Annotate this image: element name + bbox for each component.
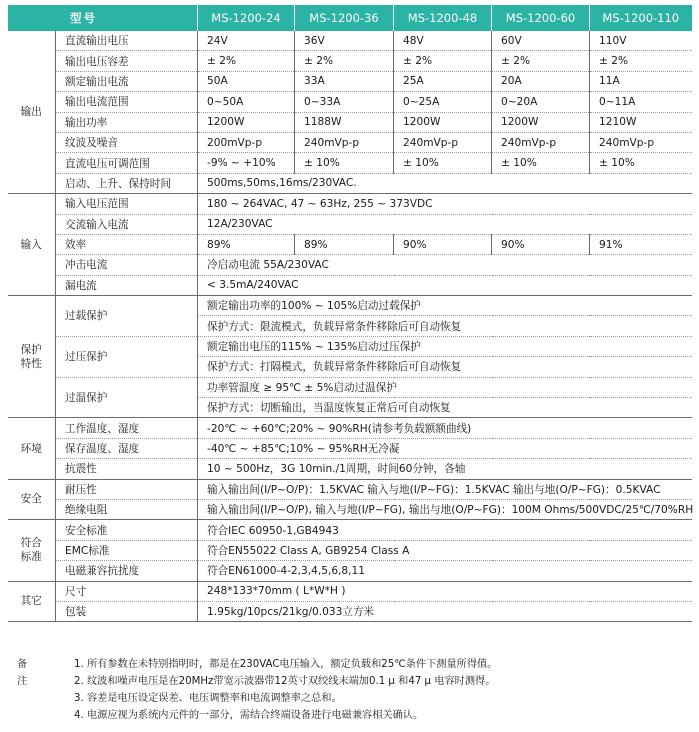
cell-wide: 输入输出间(I/P~O/P), 输入与地(I/P~FG), 输出与地(O/P~FG)：100M Ohms/500VDC/25℃/70%RH <box>198 499 692 519</box>
table-row <box>8 540 692 560</box>
cell: 50A <box>198 71 295 91</box>
cell: 90% <box>394 234 492 254</box>
notes-label: 备注 <box>17 659 28 687</box>
cell: 25A <box>394 71 492 91</box>
row-label: 输出电流范围 <box>56 92 198 112</box>
row-label: 直流电压可调范围 <box>56 153 198 173</box>
header-model-1: MS-1200-24 <box>198 5 295 31</box>
row-label: 绝缘电阻 <box>56 499 198 519</box>
table-row <box>8 479 692 499</box>
row-label: 保存温度、湿度 <box>56 438 198 458</box>
cell: -9% ~ +10% <box>198 153 295 173</box>
table-row <box>8 561 692 581</box>
cell: 48V <box>394 31 492 51</box>
group-line: 标准 <box>20 551 42 564</box>
row-label: 输出电压容差 <box>56 51 198 71</box>
header-row <box>8 5 692 31</box>
cell-wide: 248*133*70mm ( L*W*H ) <box>198 581 692 601</box>
cell-wide: 保护方式：限流模式，负载异常条件移除后可自动恢复 <box>198 316 692 336</box>
note-item: 4. 电源应视为系统内元件的一部分，需结合终端设备进行电磁兼容相关确认。 <box>74 710 424 721</box>
row-label: 尺寸 <box>56 581 198 601</box>
row-label: 安全标准 <box>56 520 198 540</box>
cell-wide: 保护方式：切断输出，当温度恢复正常后可自动恢复 <box>198 398 692 418</box>
cell-wide: 1.95kg/10pcs/21kg/0.033立方米 <box>198 601 692 621</box>
row-label: 额定输出电流 <box>56 71 198 91</box>
table-row <box>8 194 692 214</box>
row-label: 冲击电流 <box>56 255 198 275</box>
cell-wide: -20℃ ~ +60℃;20% ~ 90%RH(请参考负载额额曲线) <box>198 418 692 438</box>
table-row <box>8 459 692 479</box>
group-label-safety: 安全 <box>8 479 56 520</box>
cell: 110V <box>590 31 692 51</box>
row-label: 抗震性 <box>56 459 198 479</box>
group-line: 保护 <box>20 343 42 356</box>
group-line: 特性 <box>20 357 42 370</box>
note-item: 1. 所有参数在未特别指明时，都是在230VAC电压输入，额定负载和25℃条件下测量所得值。 <box>74 659 498 670</box>
header-model-4: MS-1200-60 <box>492 5 590 31</box>
cell: 240mVp-p <box>394 132 492 152</box>
table-row <box>8 255 692 275</box>
group-label-input: 输入 <box>8 194 56 296</box>
cell: 200mVp-p <box>198 132 295 152</box>
row-label: 输出功率 <box>56 112 198 132</box>
cell-wide: 500ms,50ms,16ms/230VAC. <box>198 173 692 193</box>
row-label: 过压保护 <box>56 336 198 377</box>
row-label: 包装 <box>56 601 198 621</box>
table-row <box>8 296 692 316</box>
cell: 240mVp-p <box>590 132 692 152</box>
cell: 20A <box>492 71 590 91</box>
header-model-2: MS-1200-36 <box>295 5 394 31</box>
header-model: 型号 <box>8 5 198 31</box>
table-row <box>8 51 692 71</box>
row-label: 过温保护 <box>56 377 198 418</box>
cell: 0~25A <box>394 92 492 112</box>
row-label: 输入电压范围 <box>56 194 198 214</box>
cell: 1200W <box>198 112 295 132</box>
cell: 1188W <box>295 112 394 132</box>
table-row <box>8 438 692 458</box>
cell-wide: 功率管温度 ≥ 95℃ ± 5%启动过温保护 <box>198 377 692 397</box>
table-row <box>8 173 692 193</box>
row-label: 交流输入电流 <box>56 214 198 234</box>
cell: 0~50A <box>198 92 295 112</box>
row-label: 启动、上升、保持时间 <box>56 173 198 193</box>
group-label-protection <box>8 296 56 418</box>
table-row <box>8 581 692 601</box>
cell: 60V <box>492 31 590 51</box>
cell: 0~33A <box>295 92 394 112</box>
cell: 91% <box>590 234 692 254</box>
spec-table <box>7 5 692 622</box>
note-item: 3. 容差是电压设定误差、电压调整率和电流调整率之总和。 <box>74 693 342 704</box>
cell: ± 10% <box>394 153 492 173</box>
cell: 1200W <box>492 112 590 132</box>
table-row <box>8 234 692 254</box>
table-row <box>8 214 692 234</box>
cell: 90% <box>492 234 590 254</box>
cell: 240mVp-p <box>295 132 394 152</box>
cell-wide: 冷启动电流 55A/230VAC <box>198 255 692 275</box>
cell: 36V <box>295 31 394 51</box>
cell-wide: 10 ~ 500Hz，3G 10min./1周期，时间60分钟，各轴 <box>198 459 692 479</box>
group-label-other: 其它 <box>8 581 56 622</box>
table-row <box>8 153 692 173</box>
cell-wide: 180 ~ 264VAC, 47 ~ 63Hz, 255 ~ 373VDC <box>198 194 692 214</box>
cell: 0~20A <box>492 92 590 112</box>
cell: ± 2% <box>198 51 295 71</box>
row-label: 耐压性 <box>56 479 198 499</box>
cell-wide: 输入输出间(I/P~O/P)：1.5KVAC 输入与地(I/P~FG)：1.5KVAC 输出与地(O/P~FG)：0.5KVAC <box>198 479 692 499</box>
table-row <box>8 92 692 112</box>
row-label: 工作温度、湿度 <box>56 418 198 438</box>
cell: 33A <box>295 71 394 91</box>
group-label-standards <box>8 520 56 581</box>
table-row <box>8 132 692 152</box>
notes-list <box>74 656 497 724</box>
table-row <box>8 71 692 91</box>
table-row <box>8 520 692 540</box>
cell: 240mVp-p <box>492 132 590 152</box>
cell: 89% <box>198 234 295 254</box>
cell: 1210W <box>590 112 692 132</box>
table-row <box>8 601 692 621</box>
row-label: 漏电流 <box>56 275 198 295</box>
cell-wide: 符合EN61000-4-2,3,4,5,6,8,11 <box>198 561 692 581</box>
row-label: 效率 <box>56 234 198 254</box>
cell: ± 10% <box>295 153 394 173</box>
cell-wide: 12A/230VAC <box>198 214 692 234</box>
cell-wide: 额定输出电压的115% ~ 135%启动过压保护 <box>198 336 692 356</box>
row-label: 直流输出电压 <box>56 31 198 51</box>
cell: 1200W <box>394 112 492 132</box>
cell: 0~11A <box>590 92 692 112</box>
table-row <box>8 275 692 295</box>
cell: ± 10% <box>590 153 692 173</box>
table-row <box>8 377 692 397</box>
row-label: 过载保护 <box>56 296 198 337</box>
cell: ± 2% <box>590 51 692 71</box>
cell-wide: 额定输出功率的100% ~ 105%启动过载保护 <box>198 296 692 316</box>
cell-wide: 符合IEC 60950-1,GB4943 <box>198 520 692 540</box>
group-line: 符合 <box>20 537 42 550</box>
cell-wide: -40℃ ~ +85℃;10% ~ 95%RH无冷凝 <box>198 438 692 458</box>
cell-wide: 符合EN55022 Class A, GB9254 Class A <box>198 540 692 560</box>
group-label-environment: 环境 <box>8 418 56 479</box>
row-label: 纹波及噪音 <box>56 132 198 152</box>
table-row <box>8 336 692 356</box>
cell: 11A <box>590 71 692 91</box>
cell: ± 2% <box>492 51 590 71</box>
cell: 24V <box>198 31 295 51</box>
cell: 89% <box>295 234 394 254</box>
cell: ± 2% <box>295 51 394 71</box>
header-model-5: MS-1200-110 <box>590 5 692 31</box>
group-label-output: 输出 <box>8 31 56 194</box>
cell: ± 10% <box>492 153 590 173</box>
table-row <box>8 112 692 132</box>
table-row <box>8 499 692 519</box>
header-model-3: MS-1200-48 <box>394 5 492 31</box>
row-label: 电磁兼容抗扰度 <box>56 561 198 581</box>
cell-wide: 保护方式：打隔模式，负载异常条件移除后可自动恢复 <box>198 357 692 377</box>
cell-wide: < 3.5mA/240VAC <box>198 275 692 295</box>
table-row <box>8 418 692 438</box>
note-item: 2. 纹波和噪声电压是在20MHz带宽示波器带12英寸双绞线末端加0.1 μ 和47 μ 电容时测得。 <box>74 676 496 687</box>
row-label: EMC标准 <box>56 540 198 560</box>
table-row <box>8 31 692 51</box>
cell: ± 2% <box>394 51 492 71</box>
